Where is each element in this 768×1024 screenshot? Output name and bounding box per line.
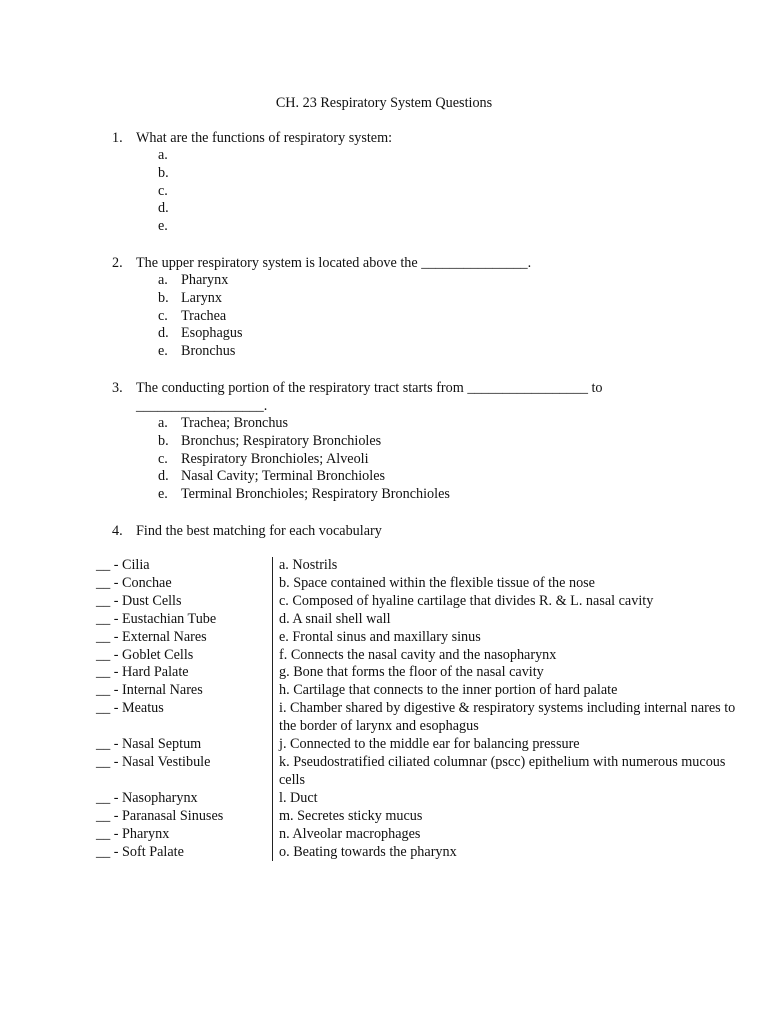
option-item [158,343,712,361]
matching-row [96,557,736,575]
matching-term: __ - Pharynx [96,825,170,842]
option-text: Nasal Cavity; Terminal Bronchioles [181,468,386,485]
option-item [158,433,712,451]
options-list [158,147,712,236]
matching-row [96,593,736,611]
matching-term: __ - Nasal Vestibule [96,753,211,770]
matching-definition: f. Connects the nasal cavity and the nasopharynx [272,647,736,665]
matching-definition: a. Nostrils [272,557,736,575]
matching-table [96,557,736,861]
option-letter: b. [158,164,169,181]
matching-row [96,575,736,593]
matching-row [96,826,736,844]
matching-definition: n. Alveolar macrophages [272,826,736,844]
option-item [158,486,712,504]
matching-definition: b. Space contained within the flexible tissue of the nose [272,575,736,593]
matching-row [96,736,736,754]
matching-row [96,808,736,826]
matching-term: __ - Paranasal Sinuses [96,807,224,824]
matching-term: __ - Nasal Septum [96,736,202,753]
matching-row [96,844,736,862]
matching-row [96,754,736,790]
matching-definition: c. Composed of hyaline cartilage that divides R. & L. nasal cavity [272,593,736,611]
matching-definition: o. Beating towards the pharynx [272,844,736,862]
option-text: Larynx [181,289,222,306]
question-4 [112,522,712,540]
matching-row [96,790,736,808]
matching-term: __ - Goblet Cells [96,646,194,663]
question-text: The conducting portion of the respiratory tract starts from _________________ to __________________. [136,380,603,414]
question-text: The upper respiratory system is located above the _______________. [136,255,532,271]
option-text: Esophagus [181,325,243,342]
matching-term: __ - Hard Palate [96,664,189,681]
option-text: Respiratory Bronchioles; Alveoli [181,450,369,467]
option-text: Trachea [181,307,227,324]
option-item [158,183,712,201]
option-letter: d. [158,200,169,217]
option-text: Trachea; Bronchus [181,415,289,431]
option-item [158,290,712,308]
option-letter: e. [158,218,168,235]
matching-definition: l. Duct [272,790,736,808]
option-letter: c. [158,307,168,324]
option-item [158,308,712,326]
question-number: 1. [112,130,123,146]
option-item [158,218,712,236]
question-number: 4. [112,523,123,539]
matching-term: __ - Nasopharynx [96,789,198,806]
option-item [158,165,712,183]
matching-row [96,700,736,736]
option-item [158,325,712,343]
question-1 [112,129,712,236]
option-letter: d. [158,325,169,342]
question-2 [112,254,712,361]
option-item [158,272,712,290]
matching-row [96,682,736,700]
option-text: Pharynx [181,272,229,288]
matching-definition: i. Chamber shared by digestive & respiratory systems including internal nares to the border of larynx and esophagus [272,700,736,736]
question-number: 3. [112,380,123,396]
option-letter: a. [158,272,168,288]
question-3 [112,379,712,504]
options-list [158,415,712,504]
matching-row [96,611,736,629]
option-item [158,415,712,433]
matching-row [96,629,736,647]
matching-term: __ - Cilia [96,557,150,573]
option-item [158,468,712,486]
matching-definition: h. Cartilage that connects to the inner portion of hard palate [272,682,736,700]
matching-definition: m. Secretes sticky mucus [272,808,736,826]
option-item [158,451,712,469]
option-letter: c. [158,182,168,199]
question-text: What are the functions of respiratory system: [136,130,393,146]
matching-row [96,647,736,665]
matching-term: __ - Dust Cells [96,592,182,609]
matching-row [96,664,736,682]
option-text: Bronchus [181,343,236,360]
option-letter: b. [158,289,169,306]
matching-term: __ - Conchae [96,574,172,591]
matching-term: __ - External Nares [96,628,207,645]
matching-term: __ - Eustachian Tube [96,610,217,627]
option-item [158,147,712,165]
option-letter: c. [158,450,168,467]
option-letter: d. [158,468,169,485]
option-letter: a. [158,415,168,431]
option-item [158,200,712,218]
matching-definition: g. Bone that forms the floor of the nasal cavity [272,664,736,682]
matching-term: __ - Meatus [96,700,164,717]
option-letter: b. [158,432,169,449]
options-list [158,272,712,361]
matching-definition: k. Pseudostratified ciliated columnar (pscc) epithelium with numerous mucous cells [272,754,736,790]
question-text: Find the best matching for each vocabulary [136,523,382,539]
matching-definition: e. Frontal sinus and maxillary sinus [272,629,736,647]
matching-term: __ - Internal Nares [96,682,203,699]
matching-definition: d. A snail shell wall [272,611,736,629]
option-letter: e. [158,343,168,360]
matching-definition: j. Connected to the middle ear for balancing pressure [272,736,736,754]
option-text: Terminal Bronchioles; Respiratory Bronchioles [181,486,450,503]
matching-term: __ - Soft Palate [96,843,184,860]
option-text: Bronchus; Respiratory Bronchioles [181,432,382,449]
option-letter: a. [158,147,168,163]
page-title: CH. 23 Respiratory System Questions [275,95,493,111]
question-number: 2. [112,255,123,271]
option-letter: e. [158,486,168,503]
